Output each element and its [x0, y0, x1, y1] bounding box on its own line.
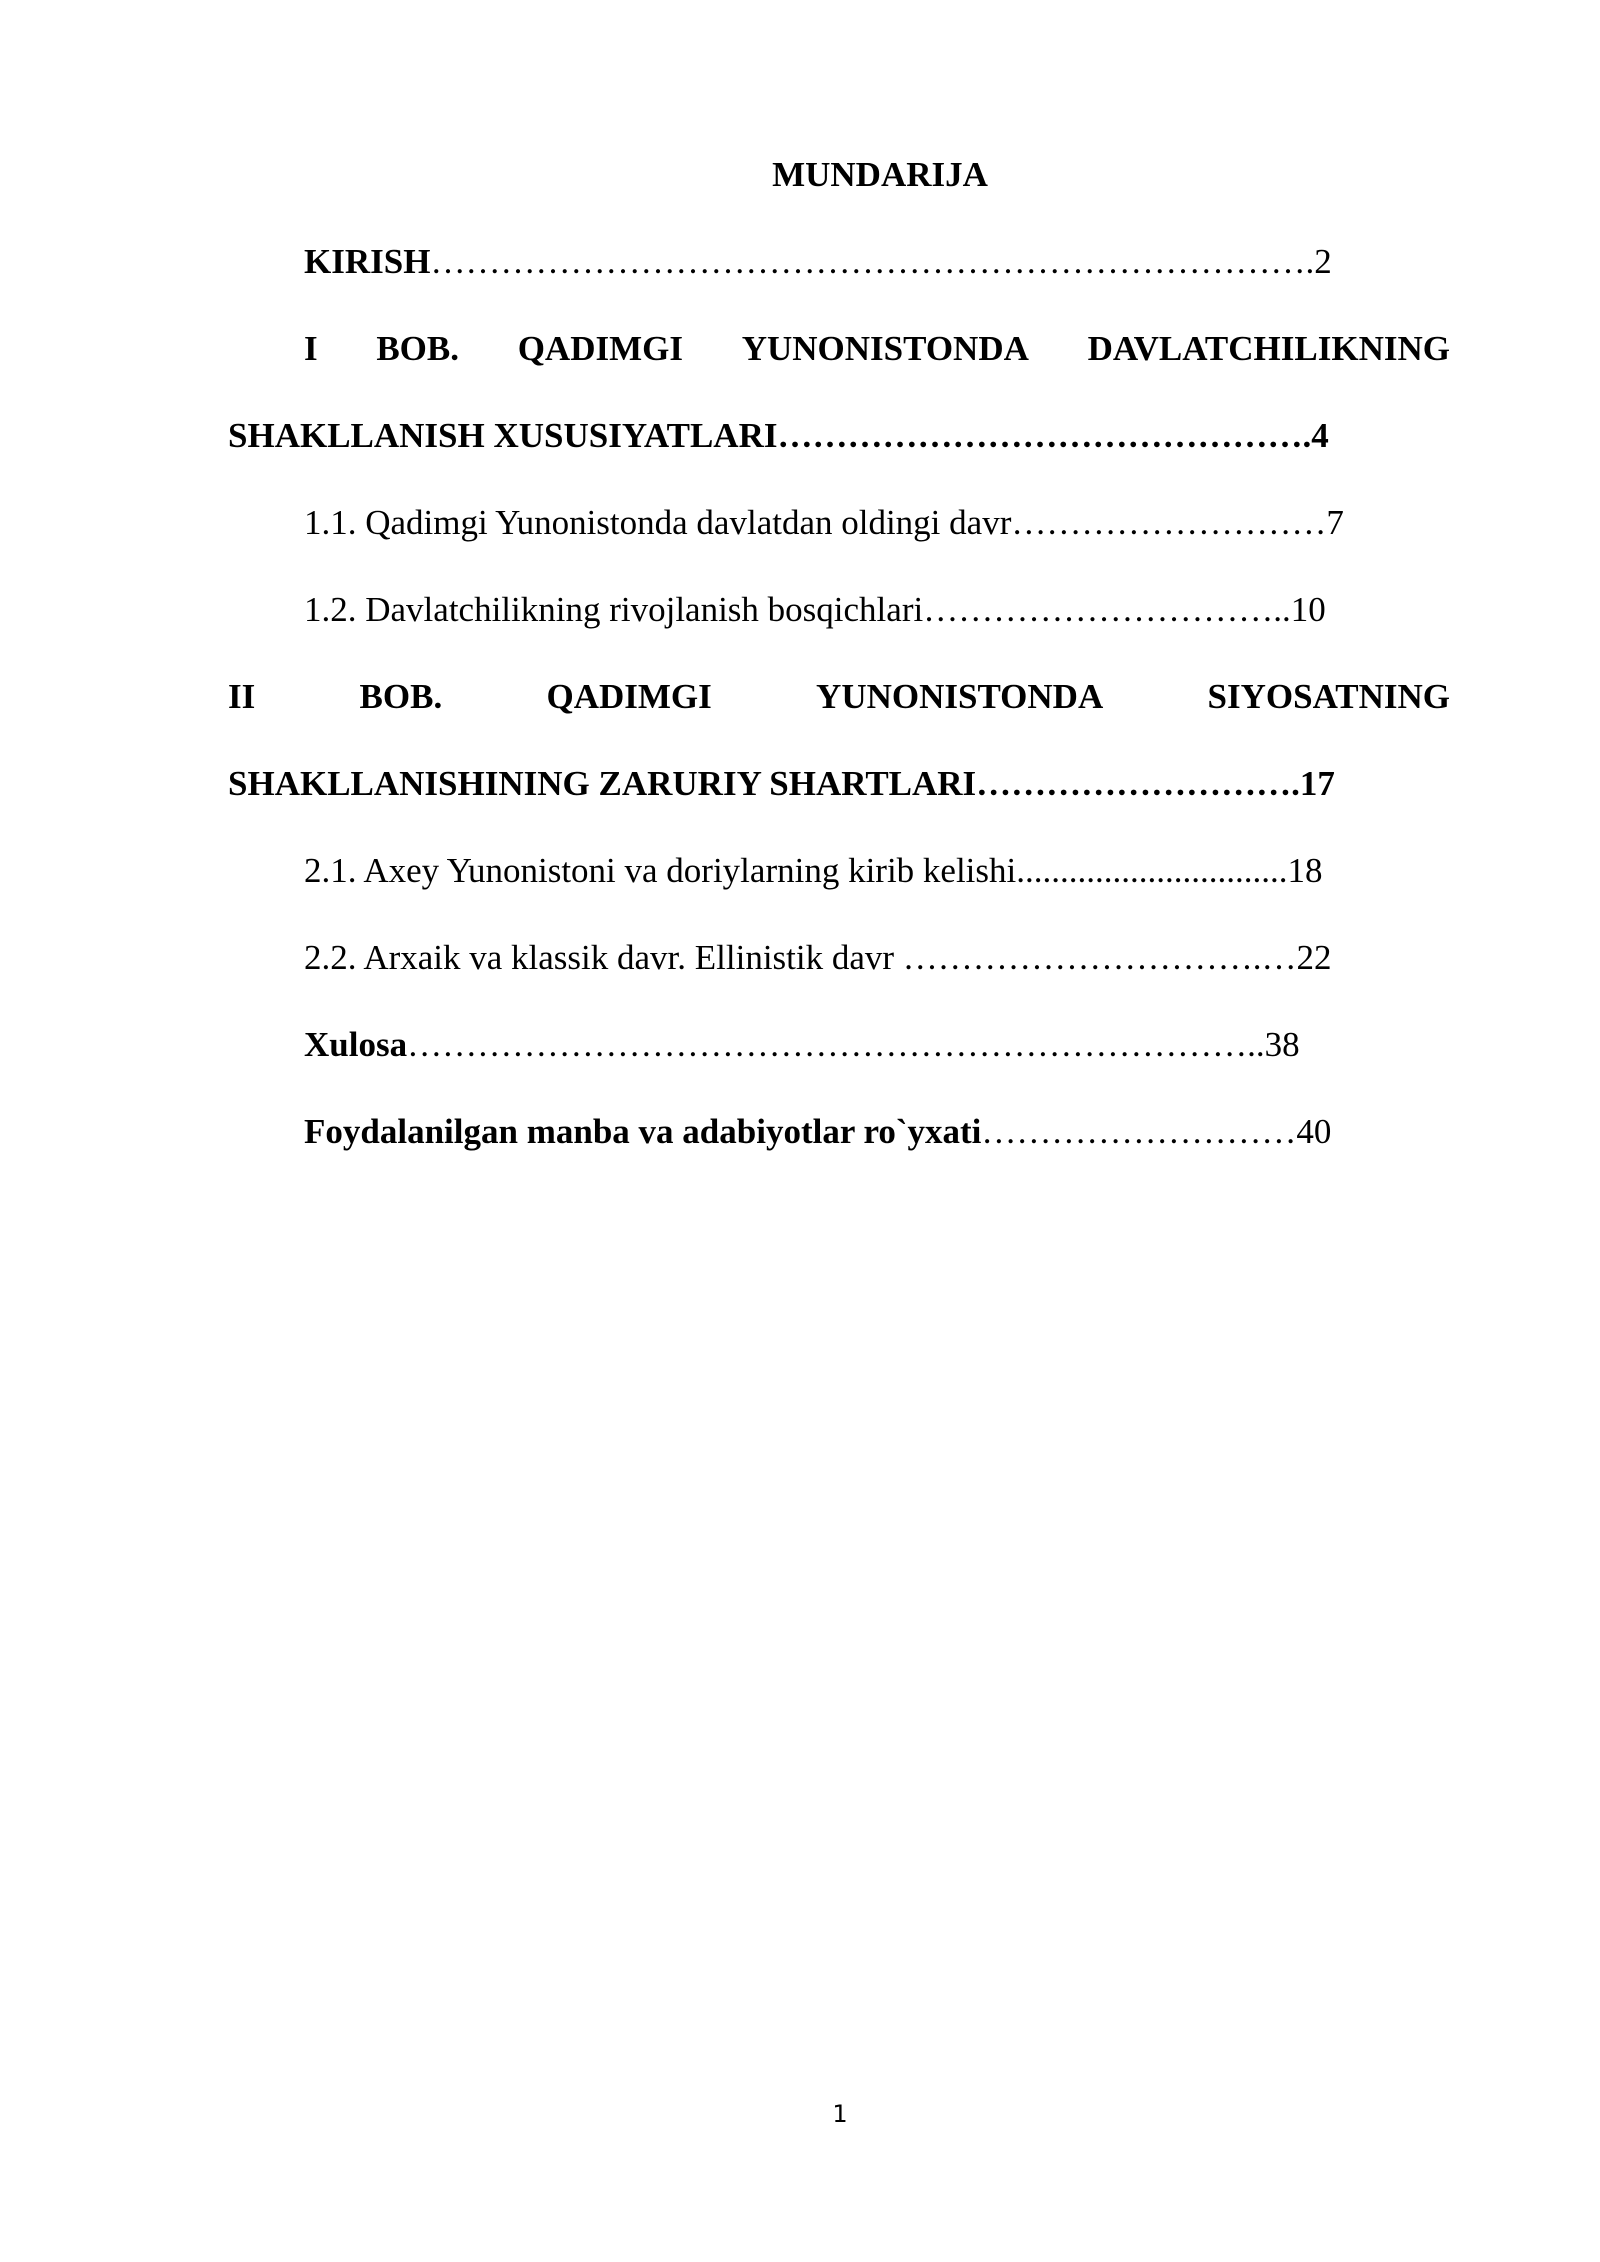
- toc-entry-1-2[interactable]: 1.2. Davlatchilikning rivojlanish bosqichlari…………………………..10: [304, 590, 1326, 629]
- toc-word: QADIMGI: [517, 329, 683, 368]
- toc-entry-2-2[interactable]: 2.2. Arxaik va klassik davr. Ellinistik davr ………………………….…22: [304, 938, 1332, 977]
- toc-entry-1-1[interactable]: 1.1. Qadimgi Yunonistonda davlatdan oldingi davr………………………7: [304, 503, 1344, 542]
- toc-leader-xulosa: ………………………………………………………………..38: [407, 1025, 1300, 1064]
- toc-entry-foydalanilgan[interactable]: [304, 1110, 1331, 1154]
- page-title: MUNDARIJA: [772, 155, 988, 194]
- toc-label-xulosa: Xulosa: [304, 1025, 408, 1064]
- page-number: 1: [832, 2100, 848, 2128]
- toc-leader-kirish: ………………………………………………………………….2: [430, 242, 1332, 281]
- toc-entry-bob2-line1[interactable]: [228, 675, 1450, 719]
- toc-word: II: [228, 677, 256, 716]
- toc-entry-bob1-line2[interactable]: SHAKLLANISH XUSUSIYATLARI……………………………………….4: [228, 416, 1329, 455]
- toc-leader-foydalanilgan: ………………………40: [981, 1112, 1332, 1151]
- toc-entry-kirish[interactable]: [304, 240, 1332, 284]
- toc-entry-xulosa[interactable]: [304, 1023, 1300, 1067]
- toc-word: BOB.: [376, 329, 459, 368]
- toc-word: I: [304, 329, 318, 368]
- toc-label-kirish: KIRISH: [304, 242, 431, 281]
- toc-entry-bob1-line1[interactable]: [304, 327, 1450, 371]
- toc-label-foydalanilgan: Foydalanilgan manba va adabiyotlar ro`yxati: [304, 1112, 982, 1151]
- toc-word: BOB.: [359, 677, 443, 716]
- toc-word: SIYOSATNING: [1207, 677, 1450, 716]
- toc-word: QADIMGI: [546, 677, 712, 716]
- toc-entry-bob2-line2[interactable]: SHAKLLANISHINING ZARURIY SHARTLARI……………………….17: [228, 764, 1335, 803]
- toc-word: YUNONISTONDA: [741, 329, 1029, 368]
- toc-entry-2-1[interactable]: 2.1. Axey Yunonistoni va doriylarning kirib kelishi...............................18: [304, 851, 1323, 890]
- toc-word: YUNONISTONDA: [816, 677, 1104, 716]
- toc-word: DAVLATCHILIKNING: [1087, 329, 1450, 368]
